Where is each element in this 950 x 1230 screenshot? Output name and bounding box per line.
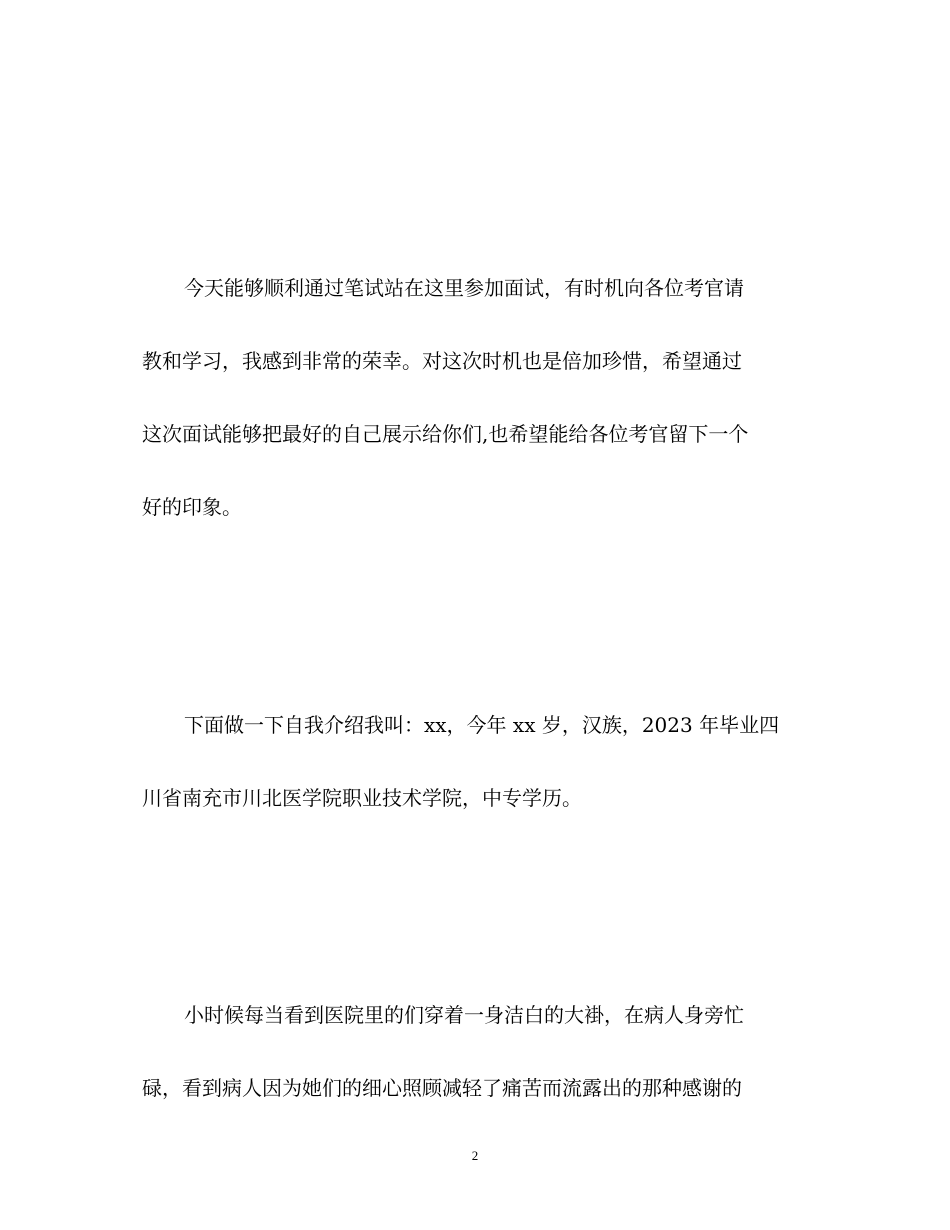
paragraph-line: 好的印象。 <box>142 495 242 519</box>
paragraph-line: 今天能够顺利通过笔试站在这里参加面试，有时机向各位考官请 <box>184 276 744 300</box>
paragraph-intro <box>142 252 808 544</box>
paragraph-self-introduction <box>142 689 808 835</box>
paragraph-childhood <box>142 979 808 1125</box>
paragraph-line: 碌，看到病人因为她们的细心照顾减轻了痛苦而流露出的那种感谢的 <box>142 1076 742 1100</box>
page-number: 2 <box>471 1148 479 1163</box>
paragraph-line: 小时候每当看到医院里的们穿着一身洁白的大褂，在病人身旁忙 <box>184 1003 744 1027</box>
paragraph-line: 川省南充市川北医学院职业技术学院，中专学历。 <box>142 786 582 810</box>
paragraph-line: 下面做一下自我介绍我叫：xx，今年 xx 岁，汉族，2023 年毕业四 <box>184 713 780 737</box>
paragraph-line: 这次面试能够把最好的自己展示给你们,也希望能给各位考官留下一个 <box>142 422 749 446</box>
paragraph-line: 教和学习，我感到非常的荣幸。对这次时机也是倍加珍惜，希望通过 <box>142 349 742 373</box>
